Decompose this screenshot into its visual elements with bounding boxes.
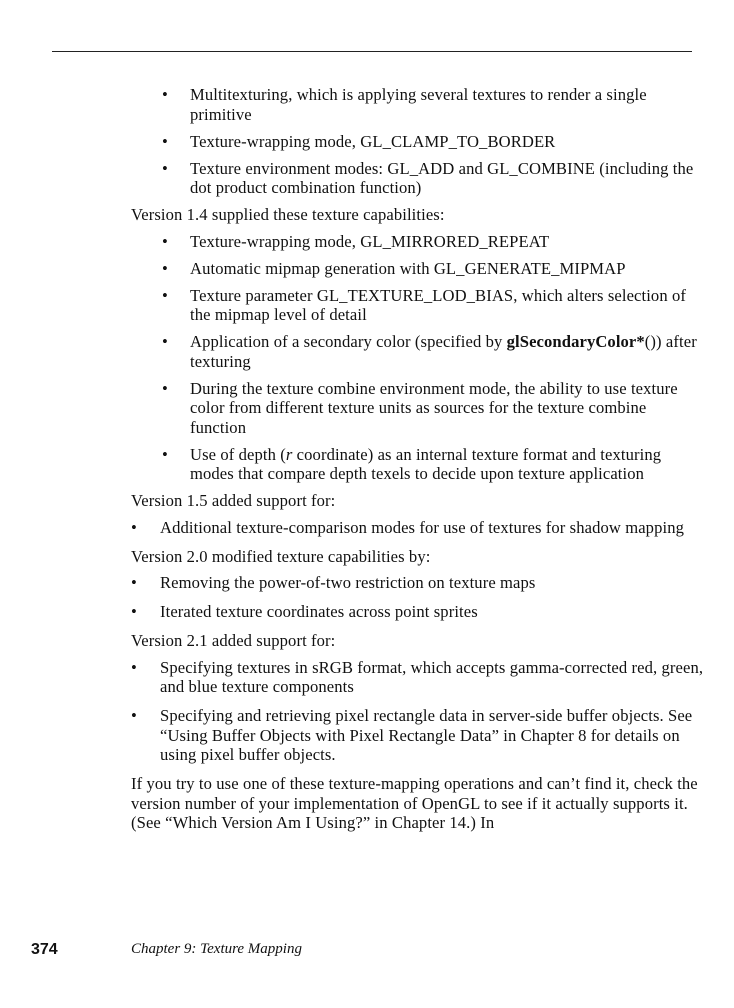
list-item: • Multitexturing, which is applying several textures to render a single primitive <box>162 85 647 124</box>
bullet-icon: • <box>162 131 168 151</box>
bullet-icon: • <box>131 657 137 677</box>
bullet-icon: • <box>162 158 168 178</box>
list-item: • During the texture combine environment mode, the ability to use texture color from different texture units as sources for the texture combine function <box>162 378 678 437</box>
bullet-icon: • <box>131 706 137 725</box>
list-item: • Application of a secondary color (specified by glSecondaryColor*()) after texturing <box>162 332 697 371</box>
bullet-list-version-1-5 <box>131 518 706 538</box>
paragraph-version-1-4: Version 1.4 supplied these texture capabilities: <box>131 205 445 224</box>
bullet-icon: • <box>131 517 137 537</box>
page-number: 374 <box>31 941 58 958</box>
list-item: • Texture environment modes: GL_ADD and GL_COMBINE (including the dot product combination function) <box>162 158 694 197</box>
bullet-list-version-2-1 <box>131 658 706 765</box>
bullet-icon: • <box>131 602 137 621</box>
bullet-icon: • <box>162 285 168 305</box>
bullet-icon: • <box>162 332 168 351</box>
bullet-icon: • <box>162 258 168 278</box>
list-item: • Use of depth (r coordinate) as an internal texture format and texturing modes that compare depth texels to decide upon texture application <box>162 444 662 483</box>
list-item: • Texture-wrapping mode, GL_MIRRORED_REPEAT <box>162 231 550 251</box>
coordinate-variable: r <box>285 444 293 464</box>
paragraph-version-2-0: Version 2.0 modified texture capabilities by: <box>131 546 431 566</box>
function-name: glSecondaryColor* <box>506 332 645 351</box>
list-item: • Iterated texture coordinates across point sprites <box>131 602 478 621</box>
paragraph-version-1-5: Version 1.5 added support for: <box>131 491 336 510</box>
bullet-list-version-2-0 <box>131 573 706 622</box>
bullet-icon: • <box>162 231 168 251</box>
list-item: • Texture parameter GL_TEXTURE_LOD_BIAS, which alters selection of the mipmap level of detail <box>162 285 686 324</box>
bullet-icon: • <box>162 85 168 104</box>
running-footer-chapter: Chapter 9: Texture Mapping <box>131 941 302 957</box>
bullet-list-version-1-4 <box>131 232 706 484</box>
closing-paragraph: If you try to use one of these texture-mapping operations and can’t find it, check the version number of your implementation of OpenGL to see if it actually supports it. (See “Which Version Am I Using?” in Chapter 14.) In <box>131 774 698 832</box>
bullet-list-version-1-3 <box>131 85 706 198</box>
list-item: • Specifying textures in sRGB format, which accepts gamma-corrected red, green, and blue texture components <box>131 657 704 696</box>
bullet-icon: • <box>162 378 168 398</box>
header-rule <box>52 51 692 52</box>
list-item: • Texture-wrapping mode, GL_CLAMP_TO_BORDER <box>162 131 556 151</box>
list-item: • Removing the power-of-two restriction on texture maps <box>131 573 536 592</box>
page-body <box>131 85 706 840</box>
bullet-icon: • <box>131 573 137 592</box>
list-item: • Additional texture-comparison modes for use of textures for shadow mapping <box>131 517 684 537</box>
list-item: • Automatic mipmap generation with GL_GENERATE_MIPMAP <box>162 258 626 278</box>
bullet-icon: • <box>162 444 168 464</box>
list-item: • Specifying and retrieving pixel rectangle data in server-side buffer objects. See “Using Buffer Objects with Pixel Rectangle Data” in Chapter 8 for details on using pixel buffer objects. <box>131 706 693 764</box>
paragraph-version-2-1: Version 2.1 added support for: <box>131 631 336 650</box>
